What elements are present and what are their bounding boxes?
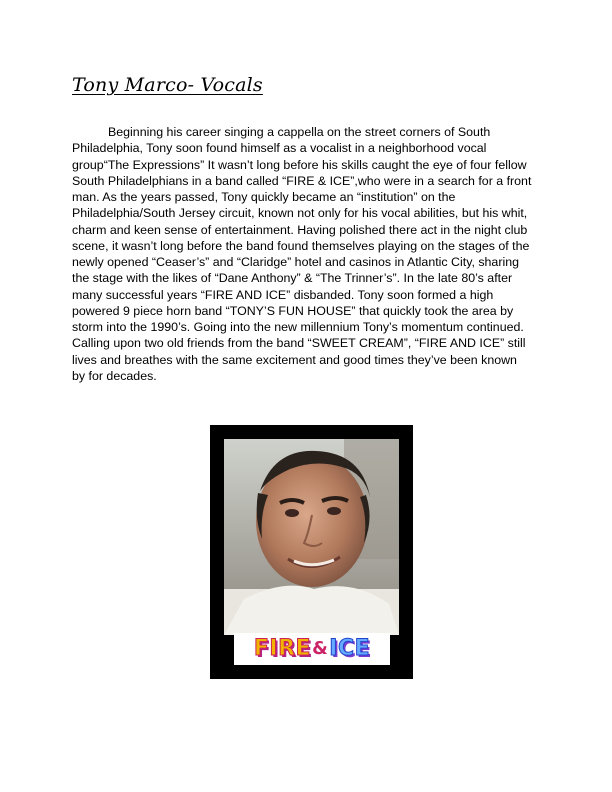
logo-ice-text: ICE: [329, 636, 371, 661]
portrait-photo: [224, 439, 399, 635]
page-title: Tony Marco- Vocals: [72, 74, 263, 96]
fire-and-ice-logo: [234, 633, 390, 665]
logo-ampersand: &: [312, 638, 329, 659]
logo-fire-text: FIRE: [253, 636, 312, 661]
portrait-illustration: [224, 439, 399, 635]
biography-text: [72, 124, 532, 384]
biography-paragraph: Beginning his career singing a cappella on the street corners of South Philadelphia, Tony soon found himself as a vocalist in a neighborhood vocal group“The Expressions” It wasn’t long before his skills caught the eye of four fellow South Philadelphians in a band called “FIRE & ICE”,who were in a search for a front man. As the years passed, Tony quickly became an “institution” on the Philadelphia/South Jersey circuit, known not only for his vocal abilities, but his whit, charm and keen sense of entertainment. Having polished there act in the night club scene, it wasn’t long before the band found themselves playing on the stages of the newly opened “Ceaser’s” and “Claridge” hotel and casinos in Atlantic City, sharing the stage with the likes of “Dane Anthony” & “The Trinner’s”. In the late 80’s after many successful years “FIRE AND ICE” disbanded. Tony soon formed a high powered 9 piece horn band “TONY’S FUN HOUSE” that quickly took the area by storm into the 1990’s. Going into the new millennium Tony’s momentum continued. Calling upon two old friends from the band “SWEET CREAM”, “FIRE AND ICE” still lives and breathes with the same excitement and good times they’ve been known by for decades.: [72, 125, 532, 383]
photo-frame: [210, 425, 413, 679]
